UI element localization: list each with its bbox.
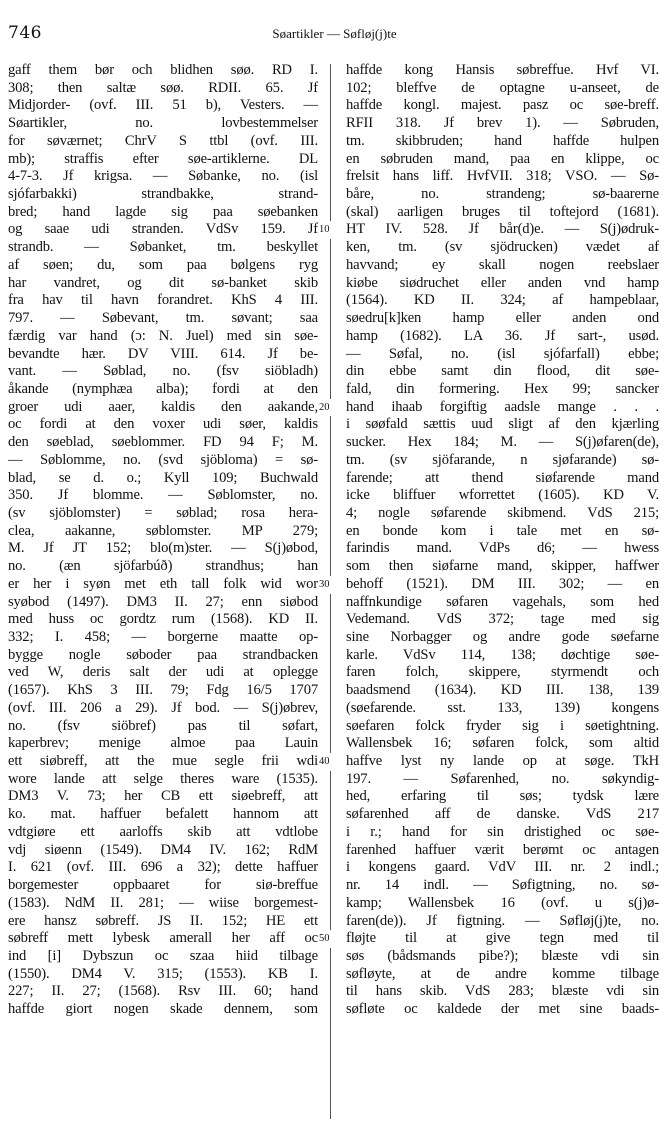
- left-column: [8, 62, 318, 1019]
- text-line: ved W, deris salt der udi at oplegge: [8, 664, 318, 681]
- text-line: strandb. — Søbanket, tm. beskyllet: [8, 239, 318, 256]
- text-line: af søen; du, som paa bølgens ryg: [8, 256, 318, 273]
- text-line: i kongens gaard. VdV III. nr. 2 indl.;: [346, 859, 659, 876]
- line-number: 40: [319, 753, 331, 771]
- text-line: vdj siøenn (1549). DM4 IV. 162; RdM: [8, 841, 318, 858]
- text-line: — Søblomme, no. (svd sjöbloma) = sø-: [8, 451, 318, 468]
- text-line: (søefarende. sst. 133, 139) kongens: [346, 699, 659, 716]
- text-line: den søeblad, søeblommer. FD 94 F; M.: [8, 434, 318, 451]
- line-number: 20: [319, 399, 331, 417]
- text-line: har vandret, og dit sø-banket skib: [8, 274, 318, 291]
- text-line: ett siøbreff, att the mue segle frii wdi: [8, 753, 318, 770]
- text-line: — Søfal, no. (isl sjófarfall) ebbe;: [346, 345, 659, 362]
- text-line: som then siøfarne mand, skipper, haffwer: [346, 558, 659, 575]
- text-line: 102; bleffve de optagne u-anseet, de: [346, 79, 659, 96]
- text-line: kiøbe siødruchet eller anden vnd hamp: [346, 274, 659, 291]
- text-line: syøbod (1497). DM3 II. 27; enn siøbod: [8, 593, 318, 610]
- text-line: oc fordi at den voxer udi søer, kaldis: [8, 416, 318, 433]
- line-number: 30: [319, 576, 331, 594]
- text-line: søfløte oc kaldede der met sine baads-: [346, 1001, 659, 1018]
- text-line: farende; att thend siøfarende mand: [346, 469, 659, 486]
- text-line: nr. 14 indl. — Søfigtning, no. sø-: [346, 877, 659, 894]
- text-line: 4; nogle søfarende skibmend. VdS 215;: [346, 504, 659, 521]
- text-line: tm. (sv sjöfarande, n sjøfarande) sø-: [346, 451, 659, 468]
- text-line: DM3 V. 73; her CB ett siøebreff, att: [8, 788, 318, 805]
- text-line: haffde kong Hansis søbreffue. Hvf VI.: [346, 62, 659, 78]
- text-line: tm. skibbruden; hand haffde hulpen: [346, 132, 659, 149]
- text-line: fra hav til havn forandret. KhS 4 III.: [8, 292, 318, 309]
- text-line: fald, din formering. Hex 99; sancker: [346, 380, 659, 397]
- text-line: bred; hand lagde sig paa søebanken: [8, 203, 318, 220]
- text-line: 308; then saltæ søø. RDII. 65. Jf: [8, 79, 318, 96]
- text-line: fløjte til at give tegn med til: [346, 930, 659, 947]
- running-title: Søartikler — Søfløj(j)te: [272, 26, 397, 41]
- text-line: HT IV. 528. Jf bår(d)e. — S(j)ødruk-: [346, 221, 659, 238]
- text-line: (1583). NdM II. 281; — wiise borgemest-: [8, 894, 318, 911]
- text-line: haffde kongl. majest. pasz oc søe-breff.: [346, 97, 659, 114]
- text-line: færdig var hand (ɔ: N. Juel) med sin søe-: [8, 327, 318, 344]
- text-line: Wallensbek 16; søfaren folck, som altid: [346, 735, 659, 752]
- text-line: søedru[k]ken hamp eller anden ond: [346, 310, 659, 327]
- text-line: 350. Jf blomme. — Søblomster, no.: [8, 487, 318, 504]
- text-line: ken, tm. (sv sjödrucken) vædet af: [346, 239, 659, 256]
- line-number: 50: [319, 930, 331, 948]
- text-line: sjófarbakki) strandbakke, strand-: [8, 186, 318, 203]
- text-line: haffde giort nogen skade dennem, som: [8, 1001, 318, 1018]
- text-line: 332; I. 458; — borgerne maatte op-: [8, 629, 318, 645]
- text-line: kamp; Wallensbek 16 (ovf. u s(j)ø-: [346, 894, 659, 911]
- text-line: er her i syøn met eth tall folk wid wor: [8, 575, 318, 592]
- text-line: M. Jf JT 152; blo(m)ster. — S(j)øbod,: [8, 540, 318, 557]
- page-number: 746: [8, 23, 42, 43]
- text-line: faren(de)). Jf figtning. — Søfløj(j)te, no.: [346, 912, 659, 929]
- text-line: (sv sjöblomster) = søblad; rosa hera-: [8, 504, 318, 521]
- text-line: mb); straffis efter søe-artiklerne. DL: [8, 150, 318, 167]
- text-line: bevandte hær. DV VIII. 614. Jf be-: [8, 345, 318, 362]
- text-line: sine Norbagger og andre gode søefarne: [346, 629, 659, 645]
- text-line: i søøfald sættis uud sligt af den kjærling: [346, 416, 659, 433]
- text-line: en søbruden mand, paa en klippe, oc: [346, 150, 659, 167]
- text-line: og saae udi stranden. VdSv 159. Jf: [8, 221, 318, 238]
- text-line: vdtgiøre ett aarloffs skib att vdtlobe: [8, 823, 318, 840]
- text-line: 797. — Søbevant, tm. søvant; saa: [8, 310, 318, 327]
- text-line: borgemester oppbaaret for siø-breffue: [8, 877, 318, 894]
- text-line: ere hansz søbreff. JS II. 152; HE ett: [8, 912, 318, 929]
- page-header: [0, 22, 669, 44]
- text-line: (1657). KhS 3 III. 79; Fdg 16/5 1707: [8, 682, 318, 699]
- text-line: søfløyte, at de andre komme tilbage: [346, 965, 659, 982]
- text-line: blad, se d. o.; Kyll 109; Buchwald: [8, 469, 318, 486]
- text-line: hed, erfaring til søs; tydsk lære: [346, 788, 659, 805]
- text-line: haffve lyst ny lande op at søge. TkH: [346, 753, 659, 770]
- text-line: søs (bådsmands pibe?); blæste vdi sin: [346, 947, 659, 964]
- text-line: no. (fsv siöbref) pas til søfart,: [8, 717, 318, 734]
- text-line: 227; II. 27; (1568). Rsv III. 60; hand: [8, 983, 318, 1000]
- line-number: 10: [319, 221, 331, 239]
- text-line: faren folch, skippere, styrmendt och: [346, 664, 659, 681]
- text-line: 4-7-3. Jf krigsa. — Søbanke, no. (isl: [8, 168, 318, 185]
- text-line: groer udi aaer, kaldis den aakande,: [8, 398, 318, 415]
- text-line: bygge nogle søboder paa strandbacken: [8, 646, 318, 663]
- text-line: (skal) aarligen bruges til toftejord (1681).: [346, 203, 659, 220]
- text-line: clea, aakanne, søblomster. MP 279;: [8, 522, 318, 539]
- text-line: wore lande att selge theres ware (1535).: [8, 770, 318, 787]
- text-line: (1550). DM4 V. 315; (1553). KB I.: [8, 965, 318, 982]
- text-line: karle. VdSv 114, 138; døchtige søe-: [346, 646, 659, 663]
- text-line: (1564). KD II. 324; af hampeblaar,: [346, 292, 659, 309]
- text-line: havvand; ey skall nogen reebslaer: [346, 256, 659, 273]
- text-line: søfarenhed aff de danske. VdS 217: [346, 806, 659, 823]
- text-line: behoff (1521). DM III. 302; — en: [346, 575, 659, 592]
- right-column: [346, 62, 659, 1019]
- text-line: en bonde kom i tale met en sø-: [346, 522, 659, 539]
- text-line: naffnkundige søfaren vagehals, som hed: [346, 593, 659, 610]
- text-line: baadsmend (1634). KD III. 138, 139: [346, 682, 659, 699]
- text-line: farindis mand. VdPs d6; — hwess: [346, 540, 659, 557]
- text-line: frelsit hans liff. HvfVII. 318; VSO. — Sø-: [346, 168, 659, 185]
- text-line: ind [i] Dybszun oc szaa hiid tilbage: [8, 947, 318, 964]
- text-line: søbreff mett lybesk amerall her aff oc: [8, 930, 318, 947]
- text-line: farenhed haffuer værit berømt oc antagen: [346, 841, 659, 858]
- text-line: kaperbrev; menige almoe paa Lauin: [8, 735, 318, 752]
- text-line: i r.; hand for sin dristighed oc søe-: [346, 823, 659, 840]
- text-line: ko. mat. haffuer befalett hannom att: [8, 806, 318, 823]
- text-line: hamp (1682). LA 36. Jf sart-, usød.: [346, 327, 659, 344]
- text-line: icke bliffuer wforrettet (1605). KD V.: [346, 487, 659, 504]
- text-line: Midjorder- (ovf. III. 51 b), Vesters. —: [8, 97, 318, 114]
- text-line: til hans skib. VdS 283; blæste vdi sin: [346, 983, 659, 1000]
- text-line: I. 621 (ovf. III. 696 a 32); dette haffuer: [8, 859, 318, 876]
- text-line: sucker. Hex 184; M. — S(j)øfaren(de),: [346, 434, 659, 451]
- text-line: (ovf. III. 206 a 29). Jf bod. — S(j)øbrev,: [8, 699, 318, 716]
- text-line: åkande (nymphæa alba); fordi at den: [8, 380, 318, 397]
- text-line: vant. — Søblad, no. (fsv siöbladh): [8, 363, 318, 380]
- text-line: RFII 318. Jf brev 1). — Søbruden,: [346, 115, 659, 132]
- text-line: gaff them bør och blidhen søø. RD I.: [8, 62, 318, 78]
- text-line: 197. — Søfarenhed, no. søkyndig-: [346, 770, 659, 787]
- text-line: Vedemand. VdS 372; tage med sig: [346, 611, 659, 628]
- text-line: no. (æn sjöfarbúð) strandhus; han: [8, 558, 318, 575]
- text-line: båre, no. strandeng; sø-baarerne: [346, 186, 659, 203]
- text-line: hand ihaab forgiftig aadsle mange . . .: [346, 398, 659, 415]
- text-line: med huss oc gordtz rum (1568). KD II.: [8, 611, 318, 628]
- text-line: for søværnet; ChrV S ttbl (ovf. III.: [8, 132, 318, 149]
- text-line: søefaren folck fryder sig i søetightning.: [346, 717, 659, 734]
- text-line: Søartikler, no. lovbestemmelser: [8, 115, 318, 132]
- text-line: din ebbe samt din flood, dit søe-: [346, 363, 659, 380]
